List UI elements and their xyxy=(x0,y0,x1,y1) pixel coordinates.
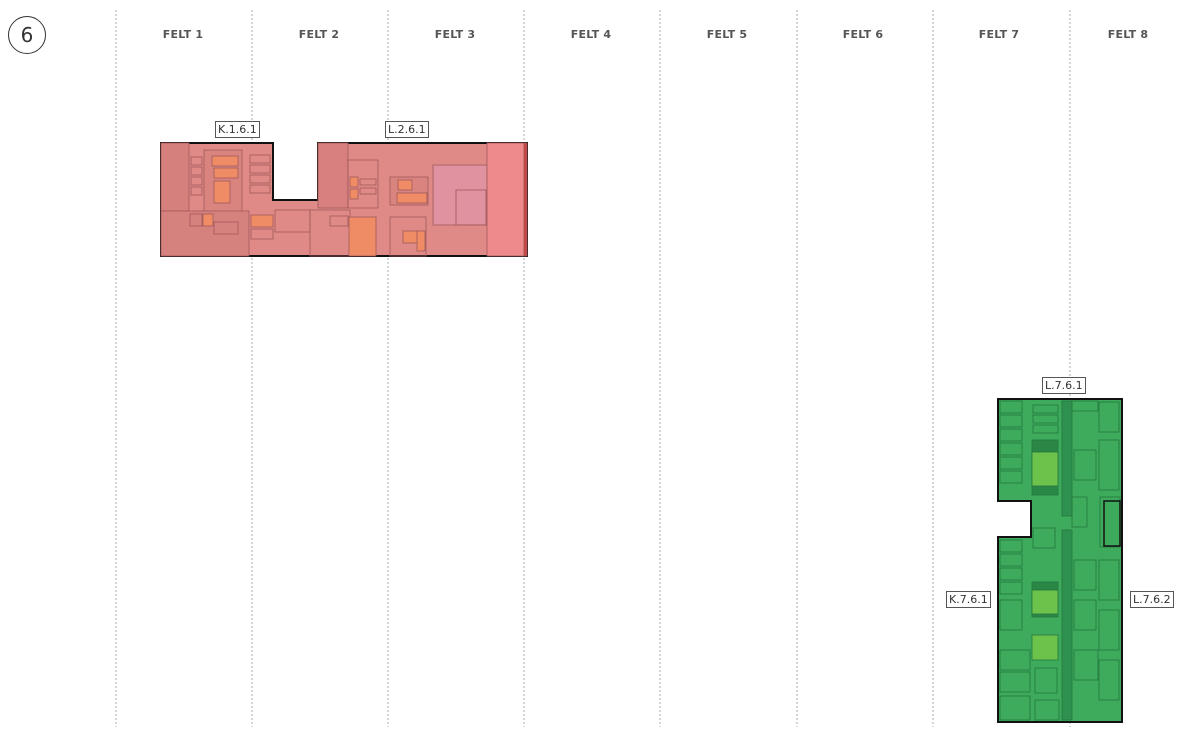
zone-label-l-7-6-2[interactable]: L.7.6.2 xyxy=(1130,591,1174,608)
field-grid xyxy=(116,10,1070,727)
zone-label-k-1-6-1[interactable]: K.1.6.1 xyxy=(215,121,260,138)
building-green-outline[interactable] xyxy=(998,399,1122,722)
field-header-8: FELT 8 xyxy=(1107,28,1149,41)
field-header-5: FELT 5 xyxy=(706,28,748,41)
field-header-6: FELT 6 xyxy=(842,28,884,41)
field-header-7: FELT 7 xyxy=(978,28,1020,41)
zone-label-l-7-6-1[interactable]: L.7.6.1 xyxy=(1042,377,1086,394)
field-header-3: FELT 3 xyxy=(434,28,476,41)
field-header-2: FELT 2 xyxy=(298,28,340,41)
zone-label-l-2-6-1[interactable]: L.2.6.1 xyxy=(385,121,429,138)
building-red[interactable] xyxy=(161,143,527,256)
building-green[interactable] xyxy=(998,399,1122,722)
floor-number-badge xyxy=(8,16,46,54)
field-header-4: FELT 4 xyxy=(570,28,612,41)
field-header-1: FELT 1 xyxy=(162,28,204,41)
zone-label-k-7-6-1[interactable]: K.7.6.1 xyxy=(946,591,991,608)
floor-number: 6 xyxy=(20,23,34,47)
